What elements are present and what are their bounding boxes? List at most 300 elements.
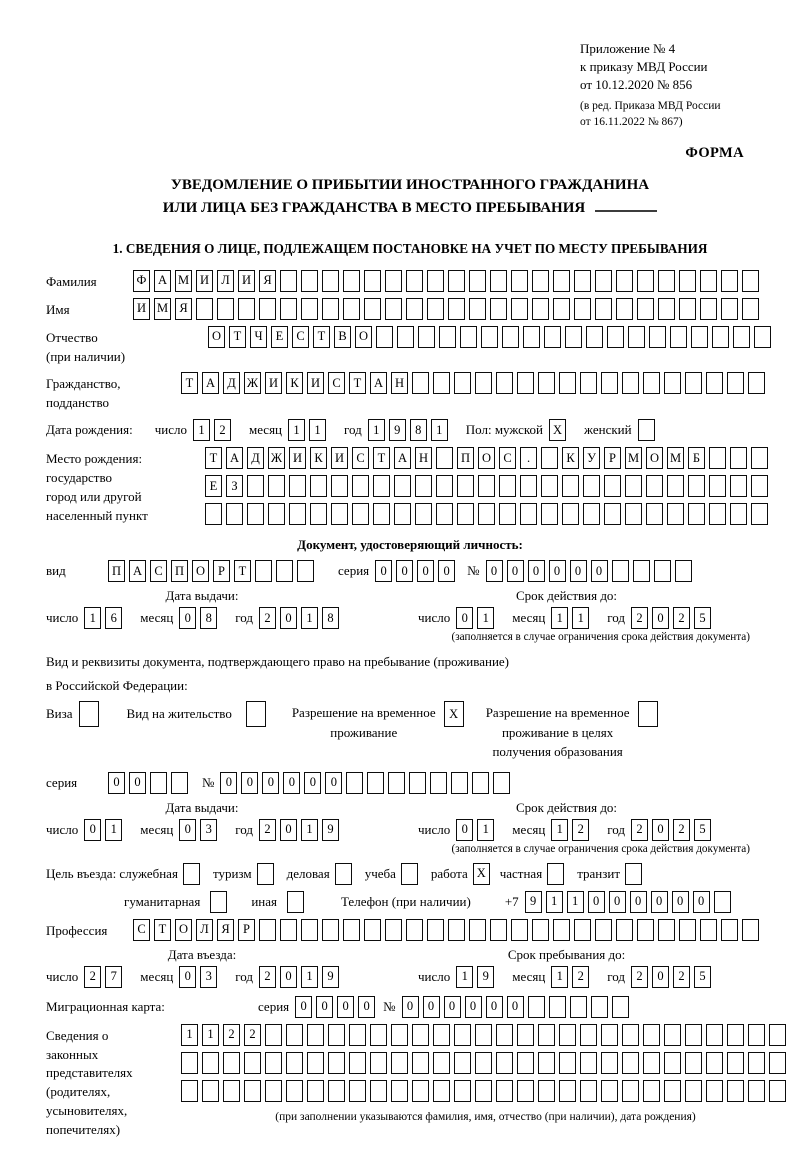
stay-year-cells[interactable] — [631, 966, 715, 988]
form-cell[interactable]: 2 — [84, 966, 101, 988]
form-cell[interactable] — [517, 1052, 534, 1074]
resid-issue-month-cells[interactable] — [179, 819, 221, 841]
form-cell[interactable]: 0 — [507, 560, 524, 582]
form-cell[interactable]: 0 — [129, 772, 146, 794]
form-cell[interactable] — [532, 298, 549, 320]
form-cell[interactable] — [457, 475, 474, 497]
form-cell[interactable]: 0 — [486, 996, 503, 1018]
form-cell[interactable] — [255, 560, 272, 582]
form-cell[interactable]: 6 — [105, 607, 122, 629]
form-cell[interactable]: 0 — [316, 996, 333, 1018]
form-cell[interactable] — [700, 919, 717, 941]
form-cell[interactable]: 5 — [694, 607, 711, 629]
form-cell[interactable] — [349, 1080, 366, 1102]
form-cell[interactable]: 0 — [179, 607, 196, 629]
form-cell[interactable]: 9 — [477, 966, 494, 988]
form-cell[interactable] — [412, 372, 429, 394]
form-cell[interactable] — [748, 1052, 765, 1074]
form-cell[interactable]: 0 — [465, 996, 482, 1018]
form-cell[interactable]: И — [265, 372, 282, 394]
form-cell[interactable] — [385, 919, 402, 941]
form-cell[interactable] — [679, 270, 696, 292]
resid-issue-year-cells[interactable] — [259, 819, 343, 841]
form-cell[interactable] — [580, 1052, 597, 1074]
form-cell[interactable] — [633, 560, 650, 582]
form-cell[interactable]: К — [562, 447, 579, 469]
form-cell[interactable] — [559, 1024, 576, 1046]
form-cell[interactable]: 0 — [652, 819, 669, 841]
form-cell[interactable] — [496, 1024, 513, 1046]
purpose-business-checkbox[interactable] — [335, 863, 356, 885]
temp-residence-edu-checkbox[interactable] — [638, 701, 662, 727]
form-cell[interactable]: 0 — [304, 772, 321, 794]
form-cell[interactable] — [490, 270, 507, 292]
form-cell[interactable] — [469, 298, 486, 320]
form-cell[interactable]: 1 — [431, 419, 448, 441]
form-cell[interactable] — [412, 1080, 429, 1102]
form-cell[interactable] — [301, 298, 318, 320]
form-cell[interactable]: 0 — [179, 966, 196, 988]
form-cell[interactable]: 0 — [588, 891, 605, 913]
form-cell[interactable]: 0 — [280, 607, 297, 629]
resid-valid-year-cells[interactable] — [631, 819, 715, 841]
form-cell[interactable]: О — [208, 326, 225, 348]
form-cell[interactable]: О — [646, 447, 663, 469]
form-cell[interactable] — [754, 326, 771, 348]
form-cell[interactable]: О — [192, 560, 209, 582]
entry-year-cells[interactable] — [259, 966, 343, 988]
form-cell[interactable] — [685, 1080, 702, 1102]
form-cell[interactable] — [541, 503, 558, 525]
form-cell[interactable] — [223, 1080, 240, 1102]
form-cell[interactable] — [730, 447, 747, 469]
form-cell[interactable]: М — [175, 270, 192, 292]
resid-valid-day-cells[interactable] — [456, 819, 498, 841]
id-valid-day-cells[interactable] — [456, 607, 498, 629]
form-cell[interactable] — [376, 326, 393, 348]
form-cell[interactable] — [733, 326, 750, 348]
form-cell[interactable] — [523, 326, 540, 348]
form-cell[interactable] — [496, 372, 513, 394]
form-cell[interactable]: Ж — [244, 372, 261, 394]
form-cell[interactable] — [638, 701, 658, 727]
form-cell[interactable] — [601, 1024, 618, 1046]
form-cell[interactable] — [685, 1024, 702, 1046]
form-cell[interactable]: 0 — [262, 772, 279, 794]
stay-month-cells[interactable] — [551, 966, 593, 988]
form-cell[interactable] — [700, 298, 717, 320]
form-cell[interactable]: 0 — [630, 891, 647, 913]
form-cell[interactable]: М — [625, 447, 642, 469]
form-cell[interactable] — [517, 1080, 534, 1102]
form-cell[interactable] — [580, 1024, 597, 1046]
form-cell[interactable]: 8 — [200, 607, 217, 629]
form-cell[interactable] — [490, 919, 507, 941]
form-cell[interactable] — [664, 372, 681, 394]
form-cell[interactable] — [286, 1052, 303, 1074]
form-cell[interactable] — [637, 298, 654, 320]
form-cell[interactable] — [709, 447, 726, 469]
form-cell[interactable] — [748, 372, 765, 394]
form-cell[interactable] — [79, 701, 99, 727]
guardians-cells-3[interactable] — [181, 1080, 790, 1102]
form-cell[interactable] — [364, 919, 381, 941]
birth-place-cells-1[interactable] — [205, 447, 772, 469]
mig-series-cells[interactable] — [295, 996, 379, 1018]
form-cell[interactable]: 1 — [477, 819, 494, 841]
form-cell[interactable] — [406, 270, 423, 292]
form-cell[interactable]: С — [328, 372, 345, 394]
form-cell[interactable] — [297, 560, 314, 582]
form-cell[interactable]: С — [133, 919, 150, 941]
form-cell[interactable]: 0 — [179, 819, 196, 841]
form-cell[interactable]: П — [108, 560, 125, 582]
form-cell[interactable] — [401, 863, 418, 885]
form-cell[interactable]: 9 — [389, 419, 406, 441]
form-cell[interactable]: 2 — [631, 607, 648, 629]
form-cell[interactable] — [370, 1052, 387, 1074]
form-cell[interactable]: 1 — [368, 419, 385, 441]
purpose-private-checkbox[interactable] — [547, 863, 568, 885]
form-cell[interactable]: 2 — [631, 819, 648, 841]
form-cell[interactable] — [412, 1052, 429, 1074]
form-cell[interactable]: С — [352, 447, 369, 469]
form-cell[interactable]: 1 — [551, 819, 568, 841]
form-cell[interactable] — [246, 701, 266, 727]
form-cell[interactable] — [499, 503, 516, 525]
form-cell[interactable]: А — [370, 372, 387, 394]
form-cell[interactable] — [730, 475, 747, 497]
gender-male-checkbox[interactable] — [549, 419, 570, 441]
birth-day-cells[interactable] — [193, 419, 235, 441]
form-cell[interactable]: 1 — [546, 891, 563, 913]
form-cell[interactable] — [478, 475, 495, 497]
form-cell[interactable] — [322, 270, 339, 292]
form-cell[interactable] — [646, 503, 663, 525]
form-cell[interactable] — [301, 270, 318, 292]
resid-issue-day-cells[interactable] — [84, 819, 126, 841]
form-cell[interactable]: 0 — [652, 966, 669, 988]
form-cell[interactable] — [643, 1024, 660, 1046]
form-cell[interactable]: 1 — [202, 1024, 219, 1046]
form-cell[interactable] — [499, 475, 516, 497]
form-cell[interactable]: И — [238, 270, 255, 292]
form-cell[interactable] — [730, 503, 747, 525]
form-cell[interactable]: Р — [213, 560, 230, 582]
form-cell[interactable] — [511, 919, 528, 941]
form-cell[interactable]: Т — [205, 447, 222, 469]
id-type-cells[interactable] — [108, 560, 318, 582]
form-cell[interactable] — [664, 1052, 681, 1074]
form-cell[interactable] — [622, 372, 639, 394]
form-cell[interactable] — [541, 447, 558, 469]
form-cell[interactable]: 1 — [309, 419, 326, 441]
form-cell[interactable]: 2 — [631, 966, 648, 988]
form-cell[interactable] — [628, 326, 645, 348]
form-cell[interactable]: 0 — [375, 560, 392, 582]
form-cell[interactable]: Д — [223, 372, 240, 394]
form-cell[interactable] — [202, 1052, 219, 1074]
form-cell[interactable] — [391, 1052, 408, 1074]
form-cell[interactable] — [637, 270, 654, 292]
form-cell[interactable] — [412, 1024, 429, 1046]
form-cell[interactable] — [328, 1024, 345, 1046]
form-cell[interactable] — [721, 270, 738, 292]
form-cell[interactable]: . — [520, 447, 537, 469]
form-cell[interactable] — [622, 1080, 639, 1102]
form-cell[interactable]: С — [150, 560, 167, 582]
purpose-other-checkbox[interactable] — [287, 891, 308, 913]
form-cell[interactable] — [301, 919, 318, 941]
purpose-transit-checkbox[interactable] — [625, 863, 646, 885]
form-cell[interactable] — [751, 447, 768, 469]
form-cell[interactable] — [475, 1024, 492, 1046]
form-cell[interactable] — [769, 1052, 786, 1074]
form-cell[interactable]: П — [457, 447, 474, 469]
form-cell[interactable] — [562, 475, 579, 497]
given-name-cells[interactable] — [133, 298, 763, 320]
form-cell[interactable] — [265, 1080, 282, 1102]
form-cell[interactable]: 1 — [84, 607, 101, 629]
form-cell[interactable] — [607, 326, 624, 348]
form-cell[interactable]: 2 — [259, 966, 276, 988]
form-cell[interactable] — [373, 503, 390, 525]
form-cell[interactable]: Н — [391, 372, 408, 394]
form-cell[interactable] — [658, 919, 675, 941]
form-cell[interactable] — [646, 475, 663, 497]
form-cell[interactable]: Е — [271, 326, 288, 348]
form-cell[interactable]: 0 — [358, 996, 375, 1018]
form-cell[interactable] — [247, 503, 264, 525]
form-cell[interactable]: 0 — [108, 772, 125, 794]
form-cell[interactable]: 2 — [214, 419, 231, 441]
form-cell[interactable] — [349, 1052, 366, 1074]
form-cell[interactable]: А — [154, 270, 171, 292]
form-cell[interactable] — [436, 447, 453, 469]
form-cell[interactable] — [667, 475, 684, 497]
form-cell[interactable]: 3 — [200, 966, 217, 988]
form-cell[interactable]: 1 — [551, 607, 568, 629]
form-cell[interactable]: 1 — [572, 607, 589, 629]
form-cell[interactable] — [769, 1080, 786, 1102]
form-cell[interactable] — [322, 919, 339, 941]
form-cell[interactable]: Б — [688, 447, 705, 469]
form-cell[interactable] — [454, 1080, 471, 1102]
form-cell[interactable]: Я — [217, 919, 234, 941]
form-cell[interactable] — [559, 1080, 576, 1102]
form-cell[interactable]: 3 — [200, 819, 217, 841]
form-cell[interactable] — [679, 919, 696, 941]
form-cell[interactable] — [727, 1052, 744, 1074]
form-cell[interactable]: У — [583, 447, 600, 469]
form-cell[interactable] — [268, 503, 285, 525]
form-cell[interactable] — [346, 772, 363, 794]
form-cell[interactable] — [433, 1052, 450, 1074]
entry-month-cells[interactable] — [179, 966, 221, 988]
form-cell[interactable]: О — [355, 326, 372, 348]
form-cell[interactable] — [343, 270, 360, 292]
form-cell[interactable] — [183, 863, 200, 885]
form-cell[interactable] — [307, 1024, 324, 1046]
form-cell[interactable]: 0 — [507, 996, 524, 1018]
form-cell[interactable] — [409, 772, 426, 794]
form-cell[interactable]: 2 — [673, 966, 690, 988]
form-cell[interactable] — [331, 503, 348, 525]
form-cell[interactable] — [352, 503, 369, 525]
form-cell[interactable] — [675, 560, 692, 582]
form-cell[interactable] — [520, 503, 537, 525]
form-cell[interactable] — [427, 270, 444, 292]
stay-day-cells[interactable] — [456, 966, 498, 988]
form-cell[interactable] — [670, 326, 687, 348]
form-cell[interactable] — [238, 298, 255, 320]
form-cell[interactable] — [406, 919, 423, 941]
form-cell[interactable]: Р — [604, 447, 621, 469]
form-cell[interactable]: Я — [175, 298, 192, 320]
form-cell[interactable] — [625, 503, 642, 525]
form-cell[interactable] — [460, 326, 477, 348]
form-cell[interactable] — [714, 891, 731, 913]
form-cell[interactable]: 0 — [456, 819, 473, 841]
form-cell[interactable] — [601, 372, 618, 394]
form-cell[interactable] — [493, 772, 510, 794]
form-cell[interactable] — [679, 298, 696, 320]
form-cell[interactable]: 0 — [549, 560, 566, 582]
gender-female-checkbox[interactable] — [638, 419, 659, 441]
form-cell[interactable] — [721, 919, 738, 941]
form-cell[interactable]: 0 — [402, 996, 419, 1018]
form-cell[interactable] — [706, 1024, 723, 1046]
form-cell[interactable] — [712, 326, 729, 348]
form-cell[interactable] — [538, 1080, 555, 1102]
form-cell[interactable]: И — [289, 447, 306, 469]
form-cell[interactable] — [685, 1052, 702, 1074]
form-cell[interactable] — [658, 270, 675, 292]
form-cell[interactable]: 9 — [322, 966, 339, 988]
form-cell[interactable]: И — [196, 270, 213, 292]
form-cell[interactable] — [475, 1052, 492, 1074]
form-cell[interactable]: X — [549, 419, 566, 441]
form-cell[interactable]: Е — [205, 475, 222, 497]
form-cell[interactable] — [637, 919, 654, 941]
form-cell[interactable]: К — [310, 447, 327, 469]
profession-cells[interactable] — [133, 919, 763, 941]
form-cell[interactable] — [643, 372, 660, 394]
form-cell[interactable] — [373, 475, 390, 497]
form-cell[interactable] — [658, 298, 675, 320]
form-cell[interactable] — [562, 503, 579, 525]
form-cell[interactable]: 1 — [551, 966, 568, 988]
form-cell[interactable]: 0 — [325, 772, 342, 794]
form-cell[interactable] — [367, 772, 384, 794]
form-cell[interactable] — [748, 1024, 765, 1046]
purpose-study-checkbox[interactable] — [401, 863, 422, 885]
form-cell[interactable]: 8 — [410, 419, 427, 441]
form-cell[interactable] — [335, 863, 352, 885]
resid-number-cells[interactable] — [220, 772, 514, 794]
form-cell[interactable] — [667, 503, 684, 525]
form-cell[interactable] — [700, 270, 717, 292]
form-cell[interactable] — [370, 1080, 387, 1102]
form-cell[interactable] — [709, 503, 726, 525]
form-cell[interactable] — [616, 919, 633, 941]
form-cell[interactable] — [196, 298, 213, 320]
form-cell[interactable]: П — [171, 560, 188, 582]
form-cell[interactable]: 1 — [456, 966, 473, 988]
form-cell[interactable] — [289, 475, 306, 497]
form-cell[interactable]: Л — [217, 270, 234, 292]
form-cell[interactable] — [448, 270, 465, 292]
form-cell[interactable] — [654, 560, 671, 582]
form-cell[interactable]: 1 — [181, 1024, 198, 1046]
form-cell[interactable] — [247, 475, 264, 497]
form-cell[interactable]: 0 — [444, 996, 461, 1018]
form-cell[interactable] — [604, 503, 621, 525]
form-cell[interactable] — [638, 419, 655, 441]
form-cell[interactable] — [331, 475, 348, 497]
id-issue-day-cells[interactable] — [84, 607, 126, 629]
form-cell[interactable] — [727, 372, 744, 394]
form-cell[interactable] — [553, 919, 570, 941]
id-number-cells[interactable] — [486, 560, 696, 582]
form-cell[interactable] — [595, 919, 612, 941]
form-cell[interactable] — [742, 919, 759, 941]
form-cell[interactable]: 0 — [220, 772, 237, 794]
form-cell[interactable] — [202, 1080, 219, 1102]
form-cell[interactable]: 2 — [244, 1024, 261, 1046]
form-cell[interactable] — [541, 475, 558, 497]
form-cell[interactable]: М — [154, 298, 171, 320]
form-cell[interactable] — [559, 372, 576, 394]
form-cell[interactable] — [448, 919, 465, 941]
form-cell[interactable] — [433, 372, 450, 394]
form-cell[interactable] — [469, 919, 486, 941]
form-cell[interactable] — [649, 326, 666, 348]
form-cell[interactable] — [511, 270, 528, 292]
form-cell[interactable] — [625, 475, 642, 497]
form-cell[interactable]: 5 — [694, 819, 711, 841]
resid-valid-month-cells[interactable] — [551, 819, 593, 841]
form-cell[interactable]: С — [292, 326, 309, 348]
form-cell[interactable]: Ч — [250, 326, 267, 348]
form-cell[interactable]: 0 — [609, 891, 626, 913]
form-cell[interactable] — [280, 270, 297, 292]
form-cell[interactable] — [415, 475, 432, 497]
form-cell[interactable] — [625, 863, 642, 885]
form-cell[interactable] — [406, 298, 423, 320]
id-valid-month-cells[interactable] — [551, 607, 593, 629]
form-cell[interactable]: 0 — [528, 560, 545, 582]
form-cell[interactable] — [349, 1024, 366, 1046]
form-cell[interactable]: 0 — [396, 560, 413, 582]
form-cell[interactable] — [601, 1052, 618, 1074]
form-cell[interactable] — [150, 772, 167, 794]
form-cell[interactable]: 8 — [322, 607, 339, 629]
form-cell[interactable] — [454, 1052, 471, 1074]
purpose-official-checkbox[interactable] — [183, 863, 204, 885]
form-cell[interactable] — [217, 298, 234, 320]
form-cell[interactable] — [706, 372, 723, 394]
form-cell[interactable] — [436, 503, 453, 525]
mig-number-cells[interactable] — [402, 996, 633, 1018]
form-cell[interactable] — [268, 475, 285, 497]
form-cell[interactable]: 5 — [694, 966, 711, 988]
form-cell[interactable]: 1 — [288, 419, 305, 441]
guardians-cells-1[interactable] — [181, 1024, 790, 1046]
resid-series-cells[interactable] — [108, 772, 192, 794]
form-cell[interactable]: 0 — [337, 996, 354, 1018]
form-cell[interactable]: 0 — [570, 560, 587, 582]
